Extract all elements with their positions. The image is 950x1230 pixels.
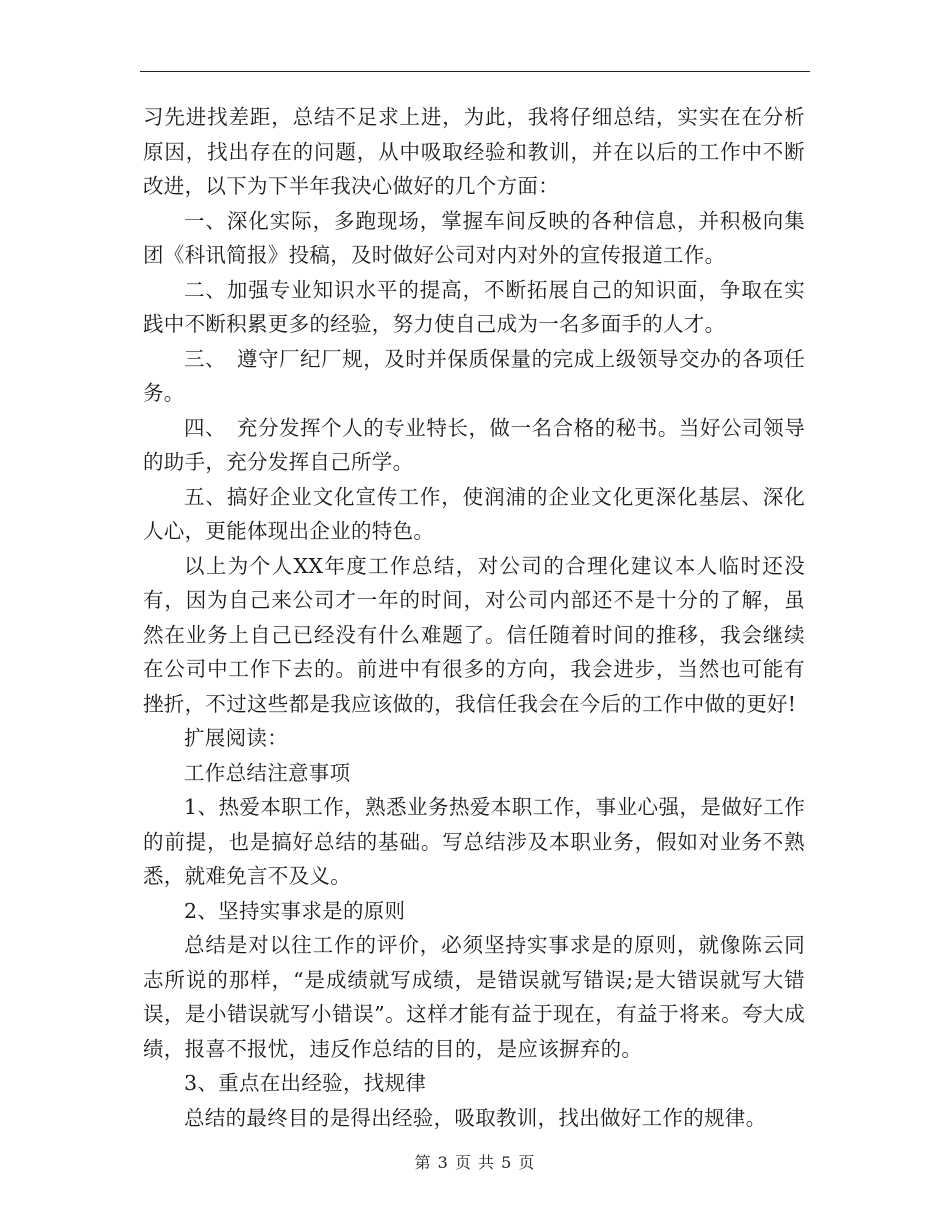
- paragraph: 总结是对以往工作的评价，必须坚持实事求是的原则，就像陈云同志所说的那样，“是成绩就写成绩，是错误就写错误;是大错误就写大错误，是小错误就写小错误”。这样才能有益于现在，有益于将来。夸大成绩，报喜不报忧，违反作总结的目的，是应该摒弃的。: [143, 933, 805, 1061]
- paragraph: 以上为个人XX年度工作总结，对公司的合理化建议本人临时还没有，因为自己来公司才一年的时间，对公司内部还不是十分的了解，虽然在业务上自己已经没有什么难题了。信任随着时间的推移，我会继续在公司中工作下去的。前进中有很多的方向，我会进步，当然也可能有挫折，不过这些都是我应该做的，我信任我会在今后的工作中做的更好!: [143, 553, 805, 716]
- paragraph: 扩展阅读：: [184, 726, 288, 750]
- paragraph: 三、 遵守厂纪厂规，及时并保质保量的完成上级领导交办的各项任务。: [143, 346, 805, 405]
- paragraph: 二、加强专业知识水平的提高，不断拓展自己的知识面，争取在实践中不断积累更多的经验，努力使自己成为一名多面手的人才。: [143, 277, 805, 336]
- section-heading: 2、坚持实事求是的原则: [184, 898, 406, 923]
- page-footer: 第 3 页 共 5 页: [414, 1153, 536, 1172]
- section-heading: 工作总结注意事项: [184, 760, 351, 785]
- paragraph: 总结的最终目的是得出经验，吸取教训，找出做好工作的规律。: [184, 1105, 767, 1130]
- paragraph: 一、深化实际，多跑现场，掌握车间反映的各种信息，并积极向集团《科讯简报》投稿，及时做好公司对内对外的宣传报道工作。: [143, 208, 805, 267]
- paragraph: 习先进找差距，总结不足求上进，为此，我将仔细总结，实实在在分析原因，找出存在的问题，从中吸取经验和教训，并在以后的工作中不断改进，以下为下半年我决心做好的几个方面：: [143, 105, 805, 198]
- paragraph: 四、 充分发挥个人的专业特长，做一名合格的秘书。当好公司领导的助手，充分发挥自己所学。: [143, 415, 805, 474]
- section-heading: 3、重点在出经验，找规律: [184, 1071, 427, 1095]
- document-body: [143, 100, 805, 1135]
- paragraph: 1、热爱本职工作，熟悉业务热爱本职工作，事业心强，是做好工作的前提，也是搞好总结的基础。写总结涉及本职业务，假如对业务不熟悉，就难免言不及义。: [143, 795, 805, 888]
- paragraph: 五、搞好企业文化宣传工作，使润浦的企业文化更深化基层、深化人心，更能体现出企业的特色。: [143, 484, 805, 543]
- header-rule: [140, 71, 810, 72]
